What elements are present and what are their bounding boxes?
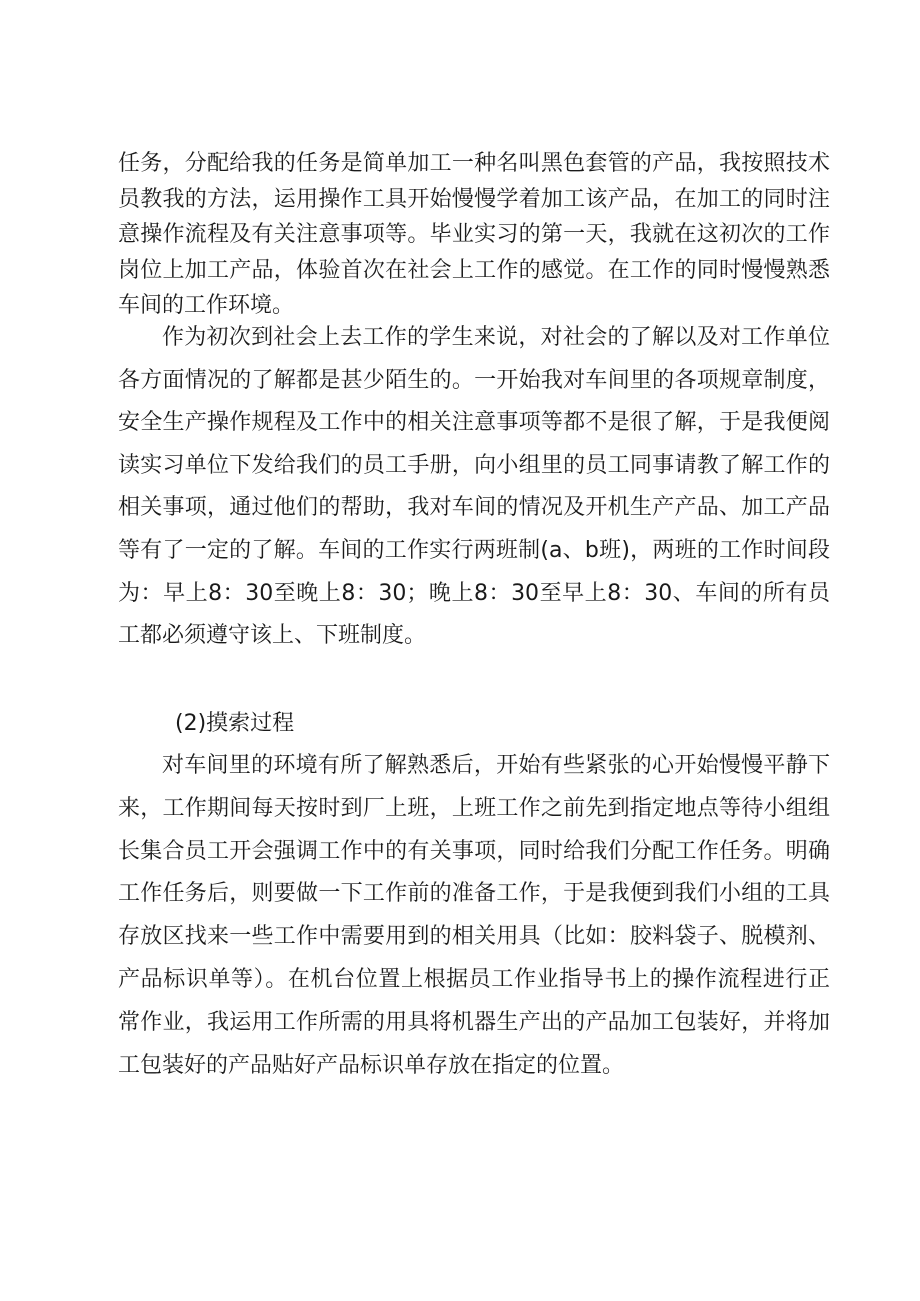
paragraph-orientation: 作为初次到社会上去工作的学生来说，对社会的了解以及对工作单位各方面情况的了解都是甚少陌生的。一开始我对车间里的各项规章制度，安全生产操作规程及工作中的相关注意事项等都不是很了解，于是我便阅读实习单位下发给我们的员工手册，向小组里的员工同事请教了解工作的相关事项，通过他们的帮助，我对车间的情况及开机生产产品、加工产品等有了一定的了解。车间的工作实行两班制(a、b班)，两班的工作时间段为：早上8：30至晚上8：30；晚上8：30至早上8：30、车间的所有员工都必须遵守该上、下班制度。	[118, 325, 830, 649]
section-heading: (2)摸索过程	[175, 711, 295, 736]
paragraph-exploration: 对车间里的环境有所了解熟悉后，开始有些紧张的心开始慢慢平静下来，工作期间每天按时到厂上班，上班工作之前先到指定地点等待小组组长集合员工开会强调工作中的有关事项，同时给我们分配工作任务。明确工作任务后，则要做一下工作前的准备工作，于是我便到我们小组的工具存放区找来一些工作中需要用到的相关用具（比如：胶料袋子、脱模剂、产品标识单等）。在机台位置上根据员工作业指导书上的操作流程进行正常作业，我运用工作所需的用具将机器生产出的产品加工包装好，并将加工包装好的产品贴好产品标识单存放在指定的位置。	[118, 753, 830, 1078]
paragraph-continuation: 任务，分配给我的任务是简单加工一种名叫黑色套管的产品，我按照技术员教我的方法，运用操作工具开始慢慢学着加工该产品，在加工的同时注意操作流程及有关注意事项等。毕业实习的第一天，我就在这初次的工作岗位上加工产品，体验首次在社会上工作的感觉。在工作的同时慢慢熟悉车间的工作环境。	[118, 151, 830, 318]
